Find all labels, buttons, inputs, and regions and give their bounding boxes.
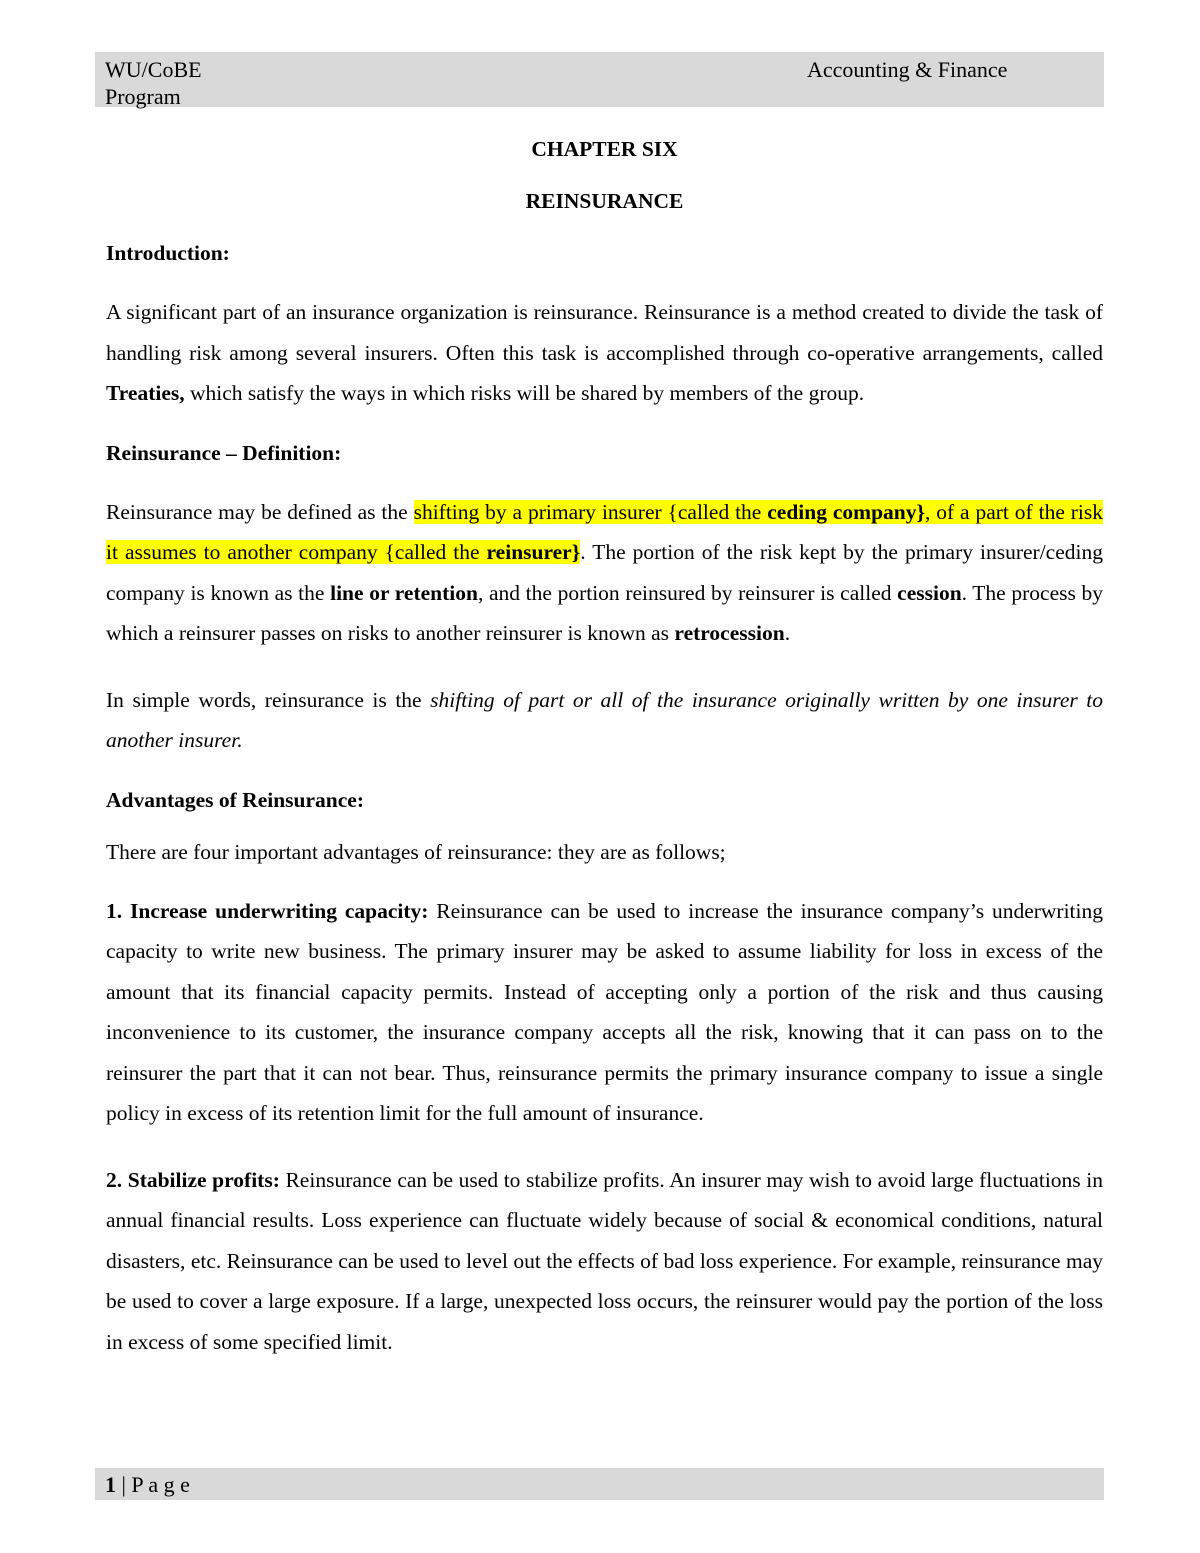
page-footer [95, 1468, 1104, 1500]
page-header [95, 52, 1104, 107]
definition-paragraph: Reinsurance may be defined as the shifting by a primary insurer {called the ceding company}, of a part of the risk it assumes to another company {called the reinsurer}. The portion of the risk kept by the primary insurer/ceding company is known as the line or retention, and the portion reinsured by reinsurer is called cession. The process by which a reinsurer passes on risks to another reinsurer is known as retrocession. [106, 499, 1104, 645]
page-number: 1 | P a g e [105, 1472, 190, 1497]
simple-words-paragraph: In simple words, reinsurance is the shifting of part or all of the insurance originally written by one insurer to another insurer. [106, 687, 1104, 752]
advantage-item: 1. Increase underwriting capacity: Reinsurance can be used to increase the insurance company’s underwriting capacity to write new business. The primary insurer may be asked to assume liability for loss in excess of the amount that its financial capacity permits. Instead of accepting only a portion of the risk and thus causing inconvenience to its customer, the insurance company accepts all the risk, knowing that it can pass on to the reinsurer the part that it can not bear. Thus, reinsurance permits the primary insurance company to issue a single policy in excess of its retention limit for the full amount of insurance. [106, 898, 1104, 1125]
header-left [105, 56, 202, 110]
intro-heading: Introduction: [106, 241, 230, 265]
intro-paragraph: A significant part of an insurance organization is reinsurance. Reinsurance is a method created to divide the task of handling risk among several insurers. Often this task is accomplished through co-operative arrangements, called Treaties, which satisfy the ways in which risks will be shared by members of the group. [106, 300, 1103, 405]
header-department: Accounting & Finance [807, 57, 1008, 82]
advantages-intro: There are four important advantages of reinsurance: they are as follows; [106, 839, 726, 864]
chapter-subject: REINSURANCE [525, 189, 684, 213]
header-program: Program [105, 84, 181, 109]
chapter-title: CHAPTER SIX [531, 137, 678, 161]
advantage-item: 2. Stabilize profits: Reinsurance can be used to stabilize profits. An insurer may wish to avoid large fluctuations in annual financial results. Loss experience can fluctuate widely because of social & economical conditions, natural disasters, etc. Reinsurance can be used to level out the effects of bad loss experience. For example, reinsurance may be used to cover a large exposure. If a large, unexpected loss occurs, the reinsurer would pay the portion of the loss in excess of some specified limit. [106, 1167, 1103, 1354]
highlighted-definition: shifting by a primary insurer {called the ceding company}, of a part of the risk it assumes to another company {called the reinsurer} [106, 499, 1104, 564]
definition-heading: Reinsurance – Definition: [106, 440, 342, 465]
document-body [106, 130, 1103, 1362]
advantages-heading: Advantages of Reinsurance: [106, 787, 364, 812]
header-institution: WU/CoBE [105, 57, 202, 82]
